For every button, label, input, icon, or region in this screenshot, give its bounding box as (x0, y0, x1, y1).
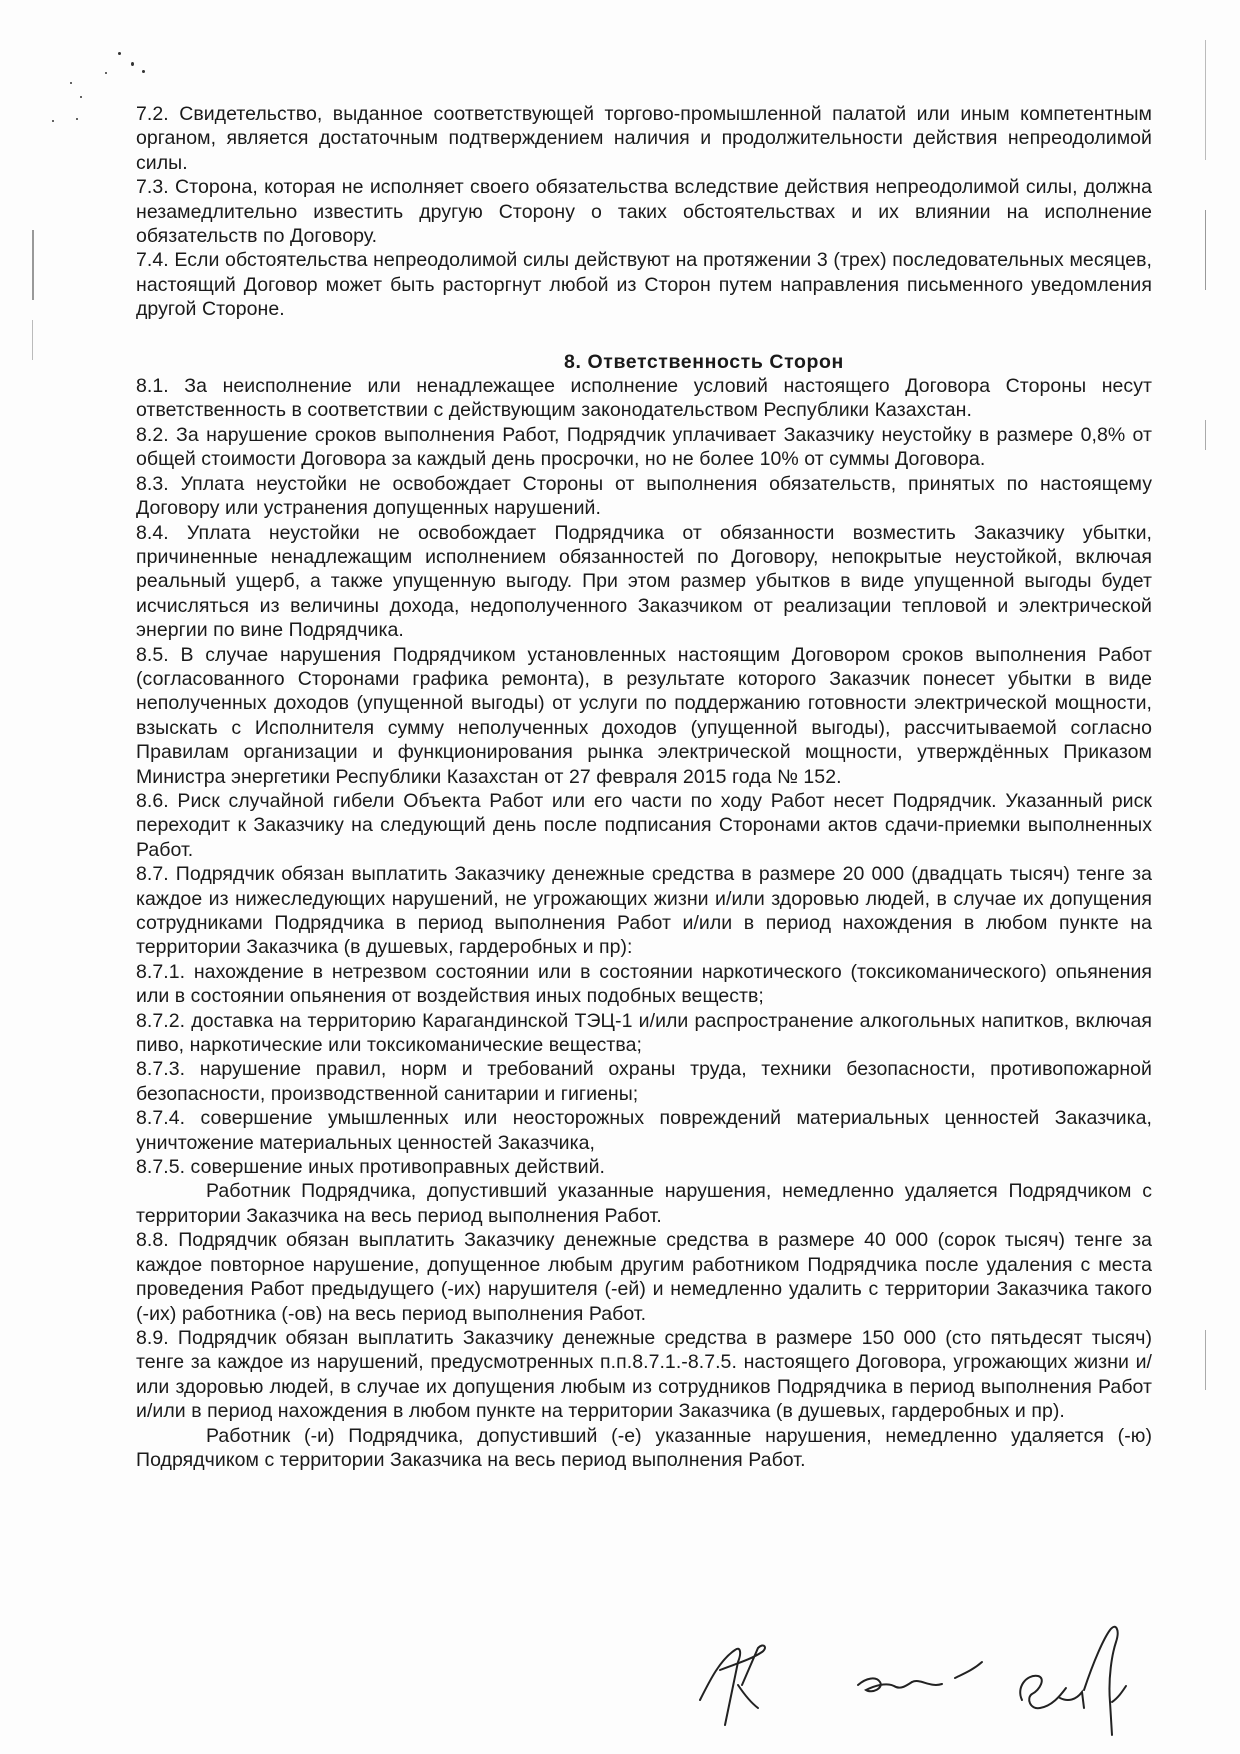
document-body (136, 102, 1152, 1472)
clause-8-7-5: 8.7.5. совершение иных противоправных действий. (136, 1156, 606, 1179)
clause-7-3: 7.3. Сторона, которая не исполняет своего обязательства вследствие действия непреодолимой силы, должна незамедлительно известить другую Сторону о таких обстоятельствах и их влиянии на исполнение обязательств по Договору. (136, 176, 1152, 248)
clause-8-7-3: 8.7.3. нарушение правил, норм и требований охраны труда, техники безопасности, противопожарной безопасности, производственной санитарии и гигиены; (136, 1058, 1152, 1105)
clause-7-4: 7.4. Если обстоятельства непреодолимой силы действуют на протяжении 3 (трех) последовательных месяцев, настоящий Договор может быть расторгнут любой из Сторон путем направления письменного уведомления другой Стороне. (136, 249, 1152, 321)
scan-speck (131, 62, 134, 66)
scan-speck (52, 120, 54, 122)
scan-edge-mark (32, 320, 33, 360)
clause-8-4: 8.4. Уплата неустойки не освобождает Подрядчика от обязанности возместить Заказчику убытки, причиненные ненадлежащим исполнением обязанностей по Договору, непокрытые неустойкой, включая реальный ущерб, а также упущенную выгоду. При этом размер убытков в виде упущенной выгоды будет исчисляться из величины дохода, недополученного Заказчиком от реализации тепловой и электрической энергии по вине Подрядчика. (136, 521, 1152, 642)
handwritten-signatures (680, 1590, 1200, 1740)
scan-edge-mark (1205, 420, 1206, 450)
clause-8-2: 8.2. За нарушение сроков выполнения Работ, Подрядчик уплачивает Заказчику неустойку в размере 0,8% от общей стоимости Договора за каждый день просрочки, но не более 10% от суммы Договора. (136, 423, 1152, 471)
scan-edge-mark (1205, 1330, 1206, 1390)
scan-edge-mark (1205, 40, 1206, 160)
clause-8-7-note: Работник Подрядчика, допустивший указанные нарушения, немедленно удаляется Подрядчиком с территории Заказчика на весь период выполнения Работ. (136, 1180, 1152, 1227)
clause-8-9-note: Работник (-и) Подрядчика, допустивший (-е) указанные нарушения, немедленно удаляется (-ю) Подрядчиком с территории Заказчика на весь период выполнения Работ. (136, 1424, 1152, 1471)
clause-8-3: 8.3. Уплата неустойки не освобождает Стороны от выполнения обязательств, принятых по настоящему Договору или устранения допущенных нарушений. (136, 472, 1152, 520)
scan-speck (76, 118, 78, 120)
signature-2 (858, 1662, 982, 1691)
scan-edge-mark (32, 230, 34, 300)
clause-8-7-2: 8.7.2. доставка на территорию Карагандинской ТЭЦ-1 и/или распространение алкогольных напитков, включая пиво, наркотические или токсикоманические вещества; (136, 1009, 1152, 1057)
scan-speck (105, 72, 107, 74)
scan-edge-mark (1205, 210, 1206, 290)
clause-8-5: 8.5. В случае нарушения Подрядчиком установленных настоящим Договором сроков выполнения Работ (согласованного Сторонами графика ремонта), в результате которого Заказчик понесет убытки в виде неполученных доходов (упущенной выгоды) от услуги по поддержанию готовности электрической мощности, взыскать с Исполнителя сумму неполученных доходов (упущенной выгоды), рассчитываемой согласно Правилам организации и функционирования рынка электрической мощности, утверждённых Приказом Министра энергетики Республики Казахстан от 27 февраля 2015 года № 152. (136, 643, 1152, 788)
clause-8-7: 8.7. Подрядчик обязан выплатить Заказчику денежные средства в размере 20 000 (двадцать тысяч) тенге за каждое из нижеследующих нарушений, не угрожающих жизни и/или здоровью людей, в случае их допущения сотрудниками Подрядчика в период выполнения Работ и/или в период нахождения в любом пункте на территории Заказчика (в душевых, гардеробных и пр): (136, 863, 1152, 959)
clause-8-6: 8.6. Риск случайной гибели Объекта Работ или его части по ходу Работ несет Подрядчик. Указанный риск переходит к Заказчику на следующий день после подписания Сторонами актов сдачи-приемки выполненных Работ. (136, 789, 1152, 861)
clause-8-7-4: 8.7.4. совершение умышленных или неосторожных повреждений материальных ценностей Заказчика, уничтожение материальных ценностей Заказчика, (136, 1107, 1152, 1154)
scan-speck (80, 96, 82, 98)
scan-speck (118, 52, 121, 55)
clause-8-9: 8.9. Подрядчик обязан выплатить Заказчику денежные средства в размере 150 000 (сто пятьдесят тысяч) тенге за каждое из нарушений, предусмотренных п.п.8.7.1.-8.7.5. настоящего Договора, угрожающих жизни и/или здоровью людей, в случае их допущения любым из сотрудников Подрядчика в период выполнения Работ и/или в период нахождения в любом пункте на территории Заказчика (в душевых, гардеробных и пр). (136, 1326, 1152, 1423)
section-8-title: 8. Ответственность Сторон (564, 350, 844, 373)
clause-8-1: 8.1. За неисполнение или ненадлежащее исполнение условий настоящего Договора Стороны несут ответственность в соответствии с действующим законодательством Республики Казахстан. (136, 375, 1152, 422)
signatures-area (680, 1590, 1200, 1740)
signature-1 (700, 1645, 765, 1725)
clause-8-8: 8.8. Подрядчик обязан выплатить Заказчику денежные средства в размере 40 000 (сорок тысяч) тенге за каждое повторное нарушение, допущенное любым другим работником Подрядчика после удаления с места проведения Работ предыдущего (-их) нарушителя (-ей) и немедленно удалить с территории Заказчика такого (-их) работника (-ов) на весь период выполнения Работ. (136, 1229, 1152, 1325)
scan-speck (142, 70, 145, 73)
clause-8-7-1: 8.7.1. нахождение в нетрезвом состоянии или в состоянии наркотического (токсикоманического) опьянения или в состоянии опьянения от воздействия иных подобных веществ; (136, 960, 1152, 1008)
scan-speck (70, 82, 72, 84)
clause-7-2: 7.2. Свидетельство, выданное соответствующей торгово-промышленной палатой или иным компетентным органом, является достаточным подтверждением наличия и продолжительности действия непреодолимой силы. (136, 103, 1152, 174)
signature-3 (1020, 1627, 1126, 1735)
